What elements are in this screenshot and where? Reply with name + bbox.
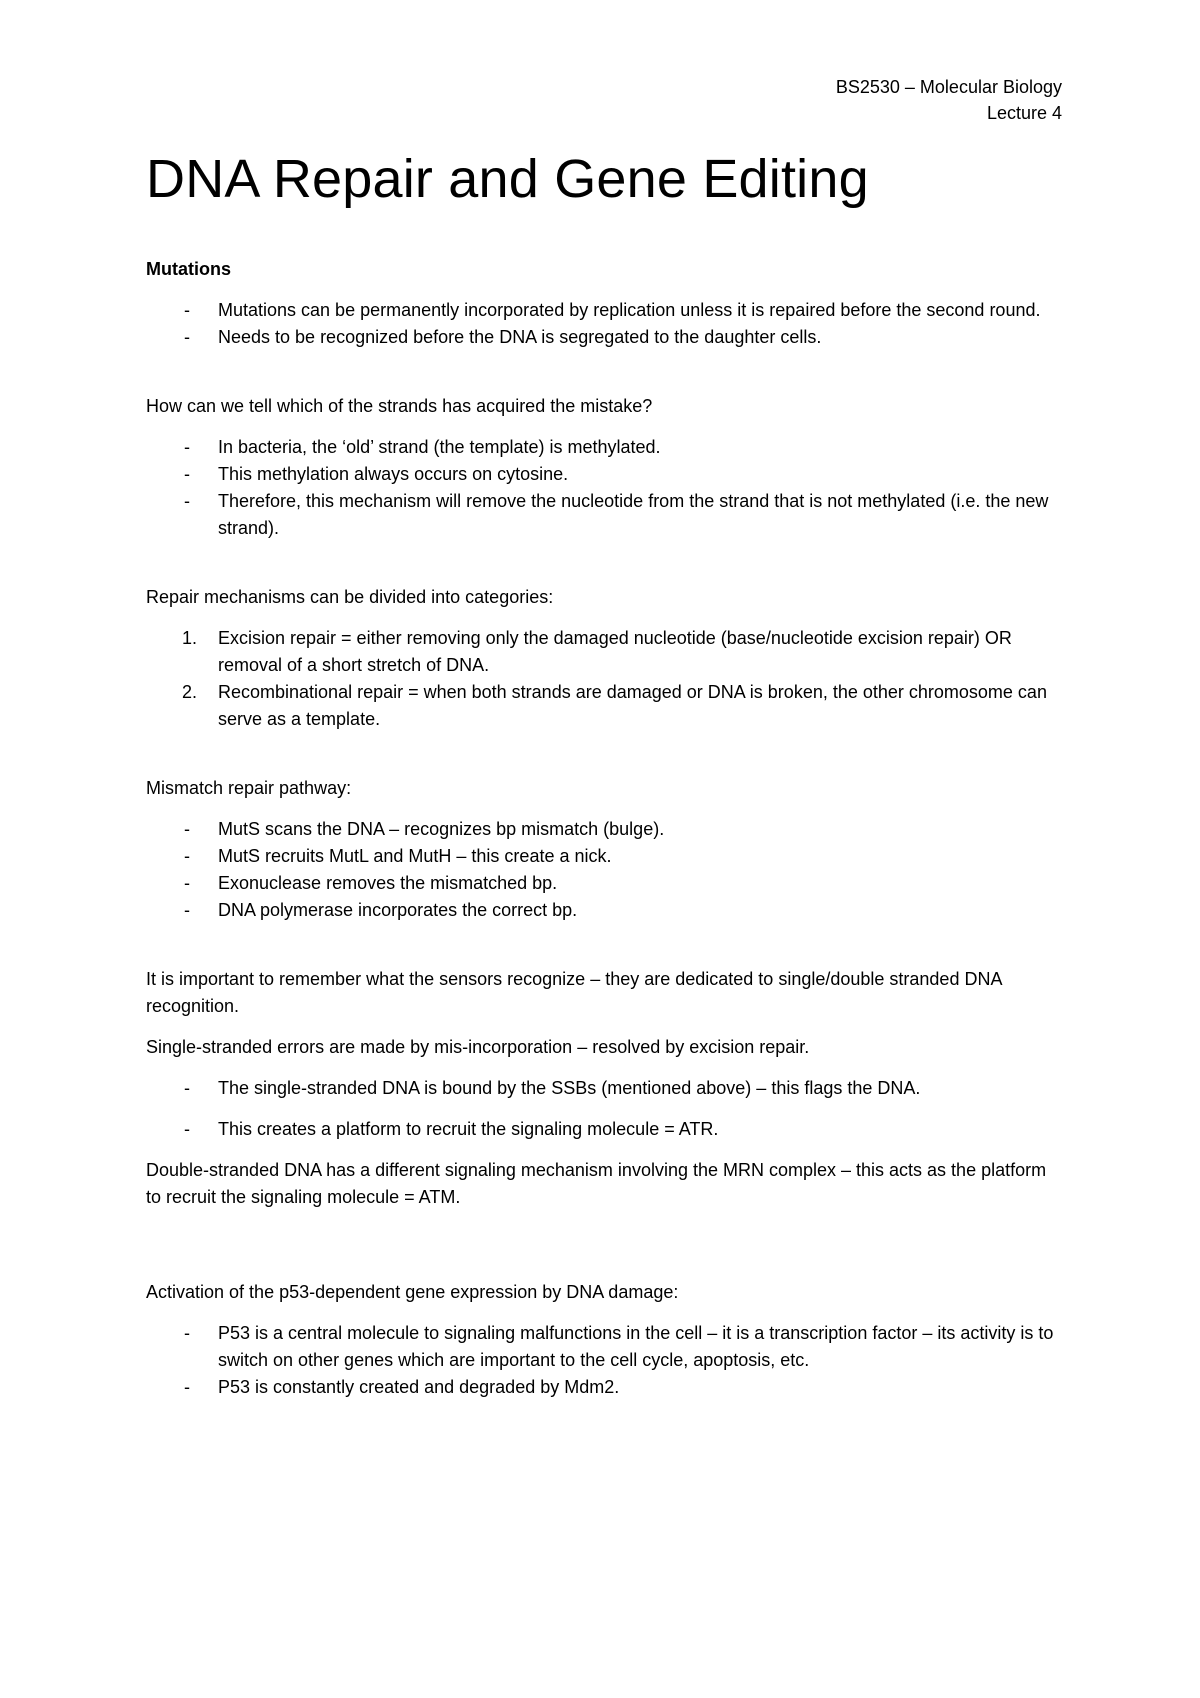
list-item — [146, 816, 1066, 843]
course-name: BS2530 – Molecular Biology — [835, 77, 1062, 97]
list-item — [146, 1075, 1066, 1102]
page-header — [836, 74, 1062, 126]
single-stranded-paragraph: Single-stranded errors are made by mis-incorporation – resolved by excision repair. — [146, 1037, 810, 1057]
list-item-text: P53 is a central molecule to signaling malfunctions in the cell – it is a transcription factor – its activity is to switch on other genes which are important to the cell cycle, apoptosis, etc. — [218, 1323, 1054, 1370]
list-item — [146, 324, 1066, 351]
list-item — [146, 1320, 1066, 1374]
dash-marker: - — [184, 1377, 190, 1397]
sensors-paragraph: It is important to remember what the sensors recognize – they are dedicated to single/double stranded DNA recognition. — [146, 969, 1002, 1016]
ssb-list — [146, 1075, 1066, 1102]
list-item — [146, 625, 1066, 679]
list-item-text: Recombinational repair = when both strands are damaged or DNA is broken, the other chromosome can serve as a template. — [218, 682, 1047, 729]
list-item-text: P53 is constantly created and degraded by Mdm2. — [218, 1377, 620, 1397]
list-item — [146, 897, 1066, 924]
list-item-text: Mutations can be permanently incorporated by replication unless it is repaired before the second round. — [218, 300, 1041, 320]
document-title: DNA Repair and Gene Editing — [146, 149, 869, 209]
list-item-text: MutS scans the DNA – recognizes bp mismatch (bulge). — [218, 819, 665, 839]
list-item-text: DNA polymerase incorporates the correct bp. — [218, 900, 578, 920]
list-item — [146, 870, 1066, 897]
p53-intro: Activation of the p53-dependent gene expression by DNA damage: — [146, 1282, 679, 1302]
categories-intro: Repair mechanisms can be divided into categories: — [146, 587, 554, 607]
dash-marker: - — [184, 437, 190, 457]
list-item — [146, 679, 1066, 733]
list-item — [146, 488, 1066, 542]
strands-question: How can we tell which of the strands has acquired the mistake? — [146, 396, 653, 416]
list-item — [146, 297, 1066, 324]
list-item — [146, 434, 1066, 461]
list-item-text: MutS recruits MutL and MutH – this create a nick. — [218, 846, 612, 866]
atr-list — [146, 1116, 1066, 1143]
dash-marker: - — [184, 819, 190, 839]
dash-marker: - — [184, 873, 190, 893]
list-item-text: This methylation always occurs on cytosine. — [218, 464, 569, 484]
dash-marker: - — [184, 1078, 190, 1098]
p53-list — [146, 1320, 1066, 1401]
list-item — [146, 1116, 1066, 1143]
double-stranded-paragraph: Double-stranded DNA has a different signaling mechanism involving the MRN complex – this acts as the platform to recruit the signaling molecule = ATM. — [146, 1160, 1047, 1207]
list-item — [146, 461, 1066, 488]
mismatch-intro: Mismatch repair pathway: — [146, 778, 352, 798]
number-marker: 1. — [182, 628, 198, 648]
document-body — [146, 256, 1066, 1401]
list-item-text: Needs to be recognized before the DNA is segregated to the daughter cells. — [218, 327, 822, 347]
strands-list — [146, 434, 1066, 542]
list-item-text: Excision repair = either removing only the damaged nucleotide (base/nucleotide excision repair) OR removal of a short stretch of DNA. — [218, 628, 1012, 675]
dash-marker: - — [184, 1119, 190, 1139]
number-marker: 2. — [182, 682, 198, 702]
list-item-text: In bacteria, the ‘old’ strand (the template) is methylated. — [218, 437, 661, 457]
list-item-text: The single-stranded DNA is bound by the SSBs (mentioned above) – this flags the DNA. — [218, 1078, 921, 1098]
list-item-text: Therefore, this mechanism will remove the nucleotide from the strand that is not methylated (i.e. the new strand). — [218, 491, 1049, 538]
dash-marker: - — [184, 327, 190, 347]
dash-marker: - — [184, 846, 190, 866]
dash-marker: - — [184, 1323, 190, 1343]
list-item — [146, 1374, 1066, 1401]
dash-marker: - — [184, 900, 190, 920]
lecture-number: Lecture 4 — [986, 103, 1062, 123]
dash-marker: - — [184, 464, 190, 484]
mutations-list — [146, 297, 1066, 351]
mismatch-list — [146, 816, 1066, 924]
dash-marker: - — [184, 300, 190, 320]
list-item — [146, 843, 1066, 870]
list-item-text: Exonuclease removes the mismatched bp. — [218, 873, 558, 893]
categories-list — [146, 625, 1066, 733]
section-heading-mutations: Mutations — [146, 259, 231, 279]
dash-marker: - — [184, 491, 190, 511]
list-item-text: This creates a platform to recruit the signaling molecule = ATR. — [218, 1119, 719, 1139]
